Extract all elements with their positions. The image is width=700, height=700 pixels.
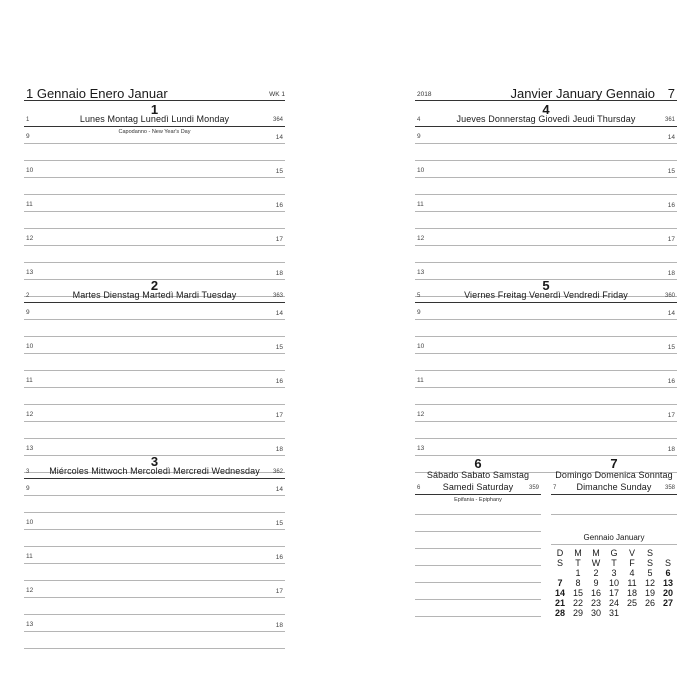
hour-label: 14 — [667, 134, 675, 141]
hour-label: 17 — [275, 236, 283, 243]
hour-line — [24, 177, 285, 178]
calendar-day: 24 — [608, 598, 619, 608]
calendar-day: 30 — [590, 608, 601, 618]
hour-line — [24, 353, 285, 354]
hour-label: 12 — [26, 587, 34, 594]
hour-label: 10 — [26, 519, 34, 526]
hour-label: 15 — [275, 520, 283, 527]
hour-label: 18 — [275, 622, 283, 629]
mini-calendar-rule — [551, 544, 677, 545]
day-name: Samedi Saturday — [442, 482, 514, 492]
hour-line — [24, 563, 285, 564]
day-name: Domingo Domenica Sonntag — [555, 470, 673, 480]
half-hour-line — [415, 160, 677, 161]
calendar-day: 10 — [608, 578, 619, 588]
calendar-day: 26 — [644, 598, 655, 608]
half-hour-line — [24, 194, 285, 195]
hour-label: 9 — [26, 133, 30, 140]
day-rule — [551, 494, 677, 495]
hour-label: 12 — [417, 235, 425, 242]
day-number: 4 — [542, 102, 550, 117]
mini-calendar — [551, 548, 677, 618]
page-number: 7 — [667, 86, 675, 101]
half-hour-line — [24, 404, 285, 405]
calendar-day: 15 — [572, 588, 583, 598]
mini-calendar-title: Gennaio January — [583, 533, 645, 542]
hour-label: 13 — [26, 621, 34, 628]
hour-label: 14 — [275, 310, 283, 317]
hour-label: 9 — [26, 309, 30, 316]
calendar-day: 14 — [554, 588, 565, 598]
calendar-day: 22 — [572, 598, 583, 608]
hour-label: 18 — [667, 270, 675, 277]
weekday-header: S — [664, 558, 671, 568]
weekday-header: M — [574, 548, 582, 558]
day-of-year: 3 — [26, 469, 30, 475]
days-remaining: 360 — [664, 293, 675, 299]
hour-line — [415, 143, 677, 144]
calendar-day: 29 — [572, 608, 583, 618]
hour-label: 9 — [417, 133, 421, 140]
header-rule — [24, 100, 285, 101]
day-rule — [24, 302, 285, 303]
calendar-day: 3 — [611, 568, 617, 578]
holiday-label: Capodanno - New Year's Day — [118, 129, 191, 135]
calendar-day: 1 — [575, 568, 581, 578]
hour-label: 13 — [417, 269, 425, 276]
calendar-day — [641, 608, 659, 618]
half-hour-line — [415, 228, 677, 229]
hour-label: 11 — [417, 377, 424, 384]
hour-line — [24, 211, 285, 212]
day-of-year: 5 — [417, 293, 421, 299]
hour-line — [24, 387, 285, 388]
half-hour-line — [415, 262, 677, 263]
month-header: 1 Gennaio Enero Januar — [26, 86, 168, 101]
weekday-header: D — [556, 548, 564, 558]
day-rule — [24, 126, 285, 127]
calendar-day: 21 — [554, 598, 565, 608]
day-of-year: 2 — [26, 293, 30, 299]
hour-line — [415, 353, 677, 354]
days-remaining: 364 — [272, 117, 283, 123]
hour-label: 18 — [275, 446, 283, 453]
hour-label: 15 — [667, 344, 675, 351]
half-hour-line — [24, 370, 285, 371]
weekday-header: T — [575, 558, 581, 568]
weekday-header: S — [646, 548, 653, 558]
calendar-day: 16 — [590, 588, 601, 598]
half-hour-line — [24, 262, 285, 263]
hour-line — [415, 387, 677, 388]
calendar-day: 20 — [662, 588, 673, 598]
half-hour-line — [415, 404, 677, 405]
hour-label: 18 — [667, 446, 675, 453]
calendar-day: 18 — [626, 588, 637, 598]
hour-label: 10 — [417, 343, 425, 350]
day-name: Martes Dienstag Martedì Mardi Tuesday — [72, 290, 237, 300]
day-name: Sábado Sabato Samstag — [426, 470, 530, 480]
half-hour-line — [24, 228, 285, 229]
hour-line — [24, 319, 285, 320]
hour-label: 12 — [417, 411, 425, 418]
day-rule — [415, 494, 541, 495]
line — [551, 514, 677, 515]
hour-line — [415, 421, 677, 422]
hour-label: 13 — [417, 445, 425, 452]
hour-line — [24, 143, 285, 144]
hour-line — [415, 177, 677, 178]
hour-label: 15 — [275, 344, 283, 351]
day-number: 1 — [150, 102, 159, 117]
weekday-header: T — [611, 558, 617, 568]
hour-label: 18 — [275, 270, 283, 277]
days-remaining: 363 — [272, 293, 283, 299]
hour-label: 17 — [667, 236, 675, 243]
line — [415, 616, 541, 617]
half-hour-line — [24, 512, 285, 513]
weekday-header — [659, 548, 677, 558]
line — [415, 582, 541, 583]
hour-label: 14 — [667, 310, 675, 317]
hour-label: 16 — [275, 378, 283, 385]
calendar-day: 19 — [644, 588, 655, 598]
half-hour-line — [24, 438, 285, 439]
half-hour-line — [24, 648, 285, 649]
calendar-day: 7 — [557, 578, 563, 588]
weekday-header: G — [610, 548, 618, 558]
hour-line — [415, 319, 677, 320]
half-hour-line — [24, 546, 285, 547]
hour-label: 14 — [275, 134, 283, 141]
day-of-year: 4 — [417, 117, 421, 123]
day-name: Miércoles Mittwoch Mercoledì Mercredi Wednesday — [49, 466, 260, 476]
days-remaining: 359 — [528, 485, 539, 491]
hour-line — [415, 211, 677, 212]
hour-label: 16 — [667, 202, 675, 209]
calendar-day: 11 — [627, 578, 637, 588]
half-hour-line — [415, 194, 677, 195]
right-page — [415, 0, 677, 700]
month-header: Janvier January Gennaio — [510, 86, 655, 101]
day-name: Viernes Freitag Venerdì Vendredi Friday — [464, 290, 628, 300]
weekday-header: W — [591, 558, 601, 568]
saturday-section — [415, 456, 541, 656]
hour-label: 14 — [275, 486, 283, 493]
calendar-day: 25 — [626, 598, 637, 608]
calendar-day: 4 — [629, 568, 635, 578]
day-of-year: 1 — [26, 117, 30, 123]
calendar-day — [551, 568, 569, 578]
hour-label: 16 — [275, 554, 283, 561]
calendar-day — [659, 608, 677, 618]
hour-line — [24, 597, 285, 598]
weekday-header: V — [628, 548, 635, 558]
left-page — [24, 0, 285, 700]
weekday-header: F — [629, 558, 635, 568]
half-hour-line — [415, 336, 677, 337]
calendar-day: 5 — [647, 568, 653, 578]
weekday-header: M — [592, 548, 600, 558]
hour-label: 10 — [26, 167, 34, 174]
day-number: 2 — [150, 278, 159, 293]
hour-line — [24, 529, 285, 530]
hour-label: 12 — [26, 411, 34, 418]
calendar-day: 31 — [608, 608, 619, 618]
hour-label: 15 — [667, 168, 675, 175]
hour-label: 16 — [667, 378, 675, 385]
year-label: 2018 — [417, 91, 432, 98]
header-rule — [415, 100, 677, 101]
calendar-day: 13 — [662, 578, 673, 588]
mini-calendar-grid — [551, 548, 677, 618]
days-remaining: 358 — [664, 485, 675, 491]
hour-line — [24, 495, 285, 496]
line — [415, 599, 541, 600]
half-hour-line — [24, 336, 285, 337]
hour-line — [415, 245, 677, 246]
calendar-day — [623, 608, 641, 618]
hour-label: 9 — [417, 309, 421, 316]
line — [415, 565, 541, 566]
day-of-year: 7 — [553, 485, 557, 491]
hour-label: 11 — [417, 201, 424, 208]
hour-label: 17 — [275, 588, 283, 595]
hour-label: 11 — [26, 553, 33, 560]
hour-label: 16 — [275, 202, 283, 209]
calendar-day: 12 — [644, 578, 655, 588]
hour-label: 17 — [275, 412, 283, 419]
line — [415, 531, 541, 532]
day-number: 6 — [474, 456, 482, 471]
day-number: 3 — [150, 454, 159, 469]
day-name: Jueves Donnerstag Giovedì Jeudi Thursday — [456, 114, 636, 124]
day-number: 7 — [610, 456, 618, 471]
day-number: 5 — [542, 278, 550, 293]
hour-label: 15 — [275, 168, 283, 175]
calendar-day: 28 — [554, 608, 565, 618]
calendar-day: 2 — [593, 568, 599, 578]
day-name: Lunes Montag Lunedì Lundi Monday — [79, 114, 230, 124]
line — [415, 548, 541, 549]
hour-label: 9 — [26, 485, 30, 492]
half-hour-line — [24, 160, 285, 161]
hour-label: 11 — [26, 201, 33, 208]
day-rule — [24, 478, 285, 479]
hour-label: 13 — [26, 445, 34, 452]
hour-label: 13 — [26, 269, 34, 276]
days-remaining: 362 — [272, 469, 283, 475]
weekday-header: S — [556, 558, 563, 568]
day-rule — [415, 302, 677, 303]
half-hour-line — [415, 370, 677, 371]
sunday-section — [551, 456, 677, 656]
calendar-day: 17 — [608, 588, 619, 598]
hour-line — [24, 421, 285, 422]
day-name: Dimanche Sunday — [576, 482, 652, 492]
calendar-day: 6 — [665, 568, 671, 578]
weekday-header: S — [646, 558, 653, 568]
hour-line — [24, 631, 285, 632]
calendar-day: 8 — [575, 578, 581, 588]
day-of-year: 6 — [417, 485, 421, 491]
hour-label: 10 — [417, 167, 425, 174]
hour-label: 11 — [26, 377, 33, 384]
half-hour-line — [415, 438, 677, 439]
hour-line — [24, 245, 285, 246]
calendar-day: 9 — [593, 578, 599, 588]
calendar-day: 27 — [662, 598, 673, 608]
holiday-label: Epifania - Epiphany — [454, 497, 502, 503]
calendar-day: 23 — [590, 598, 601, 608]
half-hour-line — [24, 580, 285, 581]
line — [415, 514, 541, 515]
hour-label: 12 — [26, 235, 34, 242]
week-number: WK 1 — [269, 91, 285, 98]
half-hour-line — [24, 614, 285, 615]
day-rule — [415, 126, 677, 127]
days-remaining: 361 — [664, 117, 675, 123]
hour-label: 17 — [667, 412, 675, 419]
hour-label: 10 — [26, 343, 34, 350]
